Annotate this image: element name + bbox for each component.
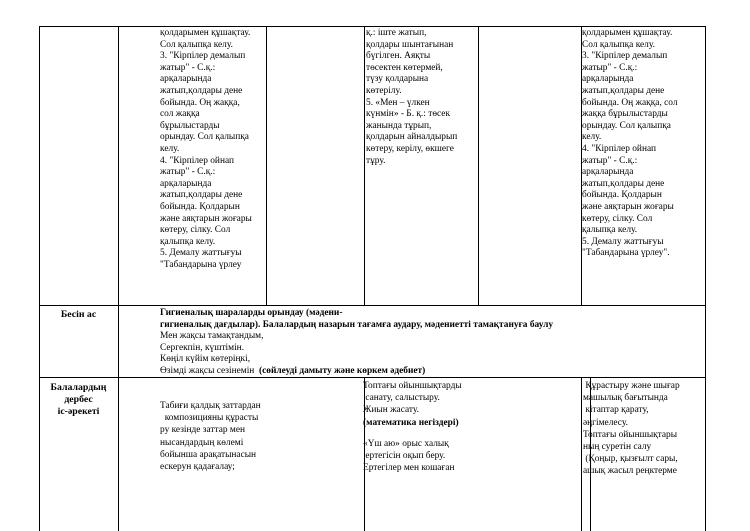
text-line: 3. "Кірпілер демалып [160, 51, 246, 62]
text-line: жатыр" - С.қ.: [160, 62, 216, 73]
text-line: қолдарымен құшақтау. [582, 28, 673, 38]
text-line: көтеру, сілку. Сол [160, 225, 231, 236]
text-line: 5. «Мен – үлкен [366, 97, 430, 108]
text-line: ның суретін салу [583, 442, 652, 453]
text-line: жатып,қолдары дене [160, 85, 243, 96]
text-line: орындау. Сол қалыпқа [160, 132, 249, 143]
independent-cell-friday [583, 380, 680, 478]
text-line: жатыр" - С.қ.: [582, 155, 638, 166]
column-divider [364, 27, 365, 305]
exercise-cell-monday [160, 28, 252, 271]
text-line: жанында тұрып, [366, 120, 432, 131]
text-line: бойында. Оң жаққа, сол [582, 97, 678, 108]
text-line: және аяқтарын жоғары [582, 201, 674, 212]
text-line: бүгілген. Аяқты [366, 51, 431, 62]
text-line: 4. "Кірпілер ойнап [582, 143, 657, 154]
text-line: қолдарын айналдырып [366, 132, 458, 143]
independent-cell-monday [160, 400, 261, 473]
text-line: тұру. [366, 155, 386, 166]
spacer [363, 429, 462, 438]
text-line: ру кезінде заттар мен [160, 425, 246, 436]
text-line: композицияны құрасты [160, 413, 259, 424]
text-line: санату, салыстыру. [363, 393, 440, 404]
text-line: жатып,қолдары дене [582, 85, 665, 96]
text-line: қолдарымен құшақтау. [160, 28, 251, 38]
text-line: Табиғи қалдық заттардан [160, 401, 261, 411]
text-line: қолдары шынтағынан [366, 39, 454, 50]
text-line: қ.: іште жатып, [366, 28, 427, 38]
text-line: нысандардың көлемі [160, 437, 244, 448]
text-line: "Табандарына үрлеу". [582, 248, 670, 259]
text-line: күнмін» - Б. қ.: төсек [366, 109, 451, 120]
text-line: арқаларында [582, 167, 634, 178]
text-line: келу. [582, 132, 602, 143]
text-line: "Табандарына үрлеу [160, 259, 242, 270]
text-line: Сергекпін, күштімін. [160, 342, 245, 353]
text-line: 3. "Кірпілер демалып [582, 51, 668, 62]
text-line: 5. Демалу жаттығуы [160, 248, 242, 259]
text-line: жатыр" - С.қ.: [582, 62, 638, 73]
exercise-cell-friday [582, 28, 678, 260]
row-label-independent [40, 382, 117, 417]
text-line: 4. "Кірпілер ойнап [160, 155, 235, 166]
text-line: келу. [160, 143, 180, 154]
text-line: бойында. Қолдарын [160, 201, 240, 212]
column-divider [118, 27, 119, 531]
text-line: (Қоңыр, қызғылт сары, [583, 454, 678, 465]
exercise-cell-wednesday [366, 28, 457, 167]
text-line: арқаларында [160, 74, 212, 85]
text-line: 5. Демалу жаттығуы [582, 236, 664, 247]
independent-cell-wednesday [363, 380, 462, 474]
text-line: бойында. Қолдарын [582, 190, 662, 201]
text-line: Топтағы ойыншықтары [583, 429, 678, 440]
text-line: ашық жасыл реңктерме [583, 466, 677, 477]
text-line: және аяқтарын жоғары [160, 213, 252, 224]
text-line: көтеру, керілу, өкшеге [366, 143, 454, 154]
text-line: арқаларында [582, 74, 634, 85]
text-line: «Үш аю» орыс халық [363, 438, 449, 449]
text-line: бойында. Оң жаққа, [160, 97, 240, 108]
text-line: ескерун қадағалау; [160, 462, 235, 473]
row-label-snack: Бесін ас [60, 309, 97, 320]
text-line: бойынша арақатынасын [160, 449, 257, 460]
text-line: жаққа бұрылыстарды [582, 109, 668, 120]
text-line: қалыпқа келу. [582, 225, 638, 236]
text-line: жатыр" - С.қ.: [160, 167, 216, 178]
column-divider [266, 27, 267, 305]
text-line: Сол қалыпқа келу. [582, 39, 655, 50]
text-line: Сол қалыпқа келу. [160, 39, 233, 50]
text-line: кітаптар қарату, [583, 405, 649, 416]
label-line: Балалардың дербес [50, 382, 107, 405]
text-line: Гигиеналық шараларды орындау (мәдени- [160, 308, 343, 318]
snack-cell [160, 308, 553, 378]
text-line: бұрылыстарды [160, 120, 220, 131]
text-line: Мен жақсы тамақтандым, [160, 331, 264, 342]
text-line: (математика негіздері) [363, 417, 459, 428]
text-line: қалыпқа келу. [160, 236, 216, 247]
text-line: гигиеналық дағдылар). Балалардың назарын тағамға аудару, мәдениетті тамақтануға баулу [160, 319, 554, 330]
text-bold: (сөйлеуді дамыту және көркем әдебиет) [259, 365, 426, 376]
text-line [160, 366, 553, 378]
text-line: әңгімелесу. [583, 417, 628, 428]
text-plain: Өзімді жақсы сезінемін [160, 365, 260, 376]
text-line: Көңіл күйім көтеріңкі, [160, 354, 251, 365]
text-line: түзу қолдарына [366, 74, 429, 85]
text-line: көтеру, сілку. Сол [582, 213, 653, 224]
text-line: ертегісін оқып беру. [363, 451, 446, 462]
text-line: Құрастыру және шығар [583, 381, 680, 391]
text-line: көтерілу. [366, 85, 402, 96]
text-line: төсектен көтермей, [366, 62, 443, 73]
text-line: сол жаққа [160, 109, 200, 120]
text-line: жатып,қолдары дене [160, 190, 243, 201]
text-line: Жиын жасату. [363, 405, 419, 416]
text-line: орындау. Сол қалыпқа [582, 120, 671, 131]
row-divider [40, 305, 705, 306]
text-line: Топтағы ойыншықтарды [363, 381, 462, 391]
label-line: іс-әрекеті [57, 405, 100, 417]
text-line: жатып,қолдары дене [582, 178, 665, 189]
text-line: машылық бағытында [583, 393, 668, 404]
text-line: арқаларында [160, 178, 212, 189]
text-line: Ертегілер мен кошаған [363, 463, 455, 474]
column-divider [478, 27, 479, 305]
column-divider [581, 377, 582, 531]
